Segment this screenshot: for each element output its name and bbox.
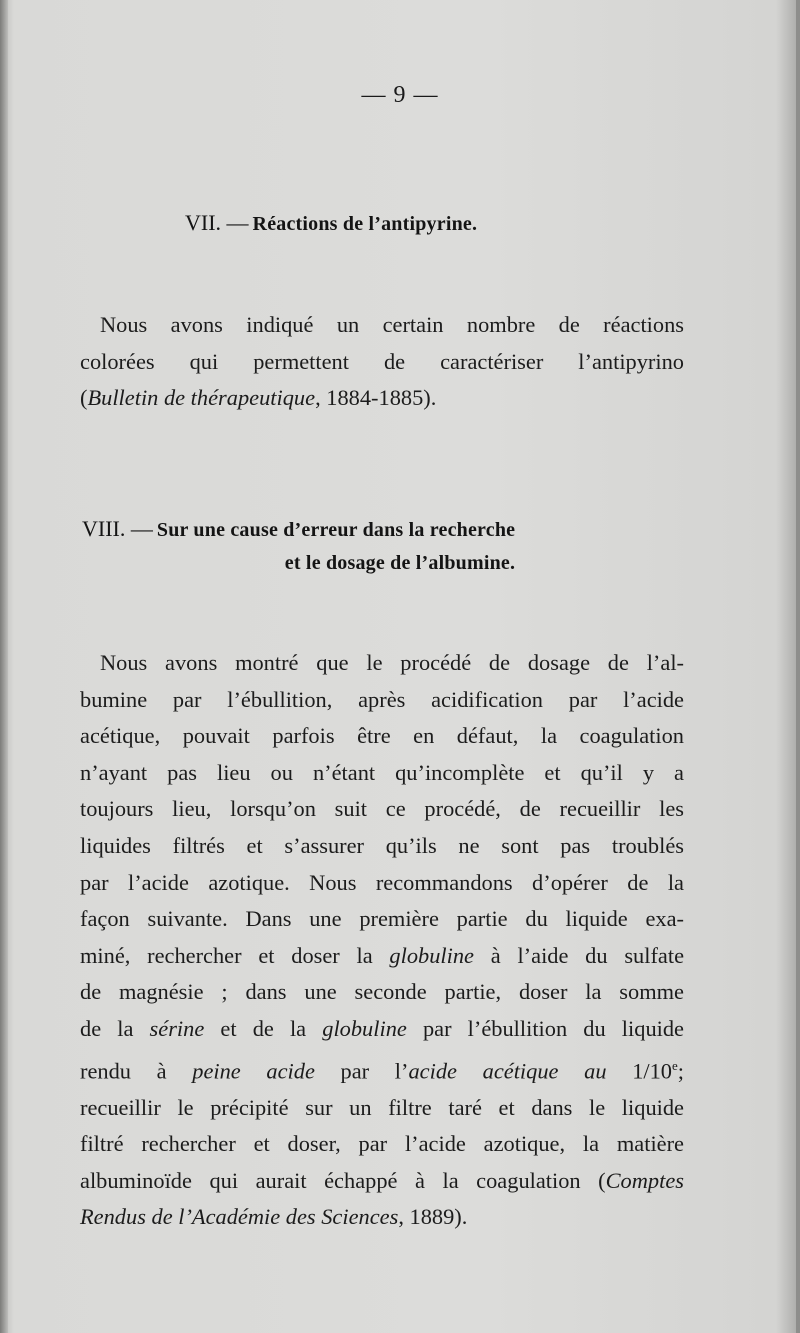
paragraph-viii: [80, 645, 684, 1236]
page-number: — 9 —: [361, 82, 439, 108]
italic-text: Bulletin de thérapeutique: [87, 385, 316, 411]
section-heading-viii-continued: [0, 552, 800, 575]
text-run: par l’ébullition du liquide: [406, 1015, 684, 1041]
text-run: par l’acide azotique. Nous recommandons d’opérer de la: [80, 869, 684, 895]
text-run: n’ayant pas lieu ou n’étant qu’incomplète et qu’il y a: [80, 759, 684, 785]
text-run: , 1884-1885).: [315, 385, 437, 411]
text-run: 1/10: [606, 1058, 672, 1083]
text-line: [80, 865, 684, 902]
text-line: [80, 828, 684, 865]
text-line: [80, 901, 684, 938]
text-line: [80, 1126, 684, 1163]
text-line: [80, 1011, 684, 1048]
text-run: ;: [677, 1058, 685, 1083]
text-run: de magnésie ; dans une seconde partie, doser la somme: [80, 979, 684, 1005]
section-heading-vii: [185, 210, 477, 236]
superscript: e: [672, 1057, 678, 1073]
page-shadow-right: [796, 0, 800, 1333]
section-title: Réactions de l’antipyrine.: [252, 213, 478, 235]
italic-text: peine acide: [192, 1058, 315, 1083]
text-run: à l’aide du sulfate: [474, 942, 685, 968]
text-line: [80, 645, 684, 682]
text-run: par l’: [314, 1058, 409, 1083]
text-run: rendu à: [80, 1058, 193, 1083]
text-run: liquides filtrés et s’assurer qu’ils ne sont pas troublés: [80, 832, 684, 858]
italic-text: Rendus de l’Académie des Sciences: [80, 1204, 399, 1230]
text-run: acétique, pouvait parfois être en défaut, la coagulation: [80, 723, 684, 749]
text-line: [80, 682, 684, 719]
text-line: [80, 938, 684, 975]
text-run: de la: [80, 1015, 150, 1041]
text-run: et de la: [204, 1015, 323, 1041]
text-run: Nous avons montré que le procédé de dosage de l’al-: [100, 650, 684, 675]
text-line: [80, 755, 684, 792]
text-run: , 1889).: [398, 1204, 468, 1230]
italic-text: globuline: [389, 942, 474, 968]
text-run: filtré rechercher et doser, par l’acide azotique, la matière: [80, 1131, 684, 1157]
section-title: et le dosage de l’albumine.: [284, 552, 516, 574]
text-line: [80, 1048, 684, 1090]
text-run: (: [80, 385, 88, 411]
section-title: Sur une cause d’erreur dans la recherche: [156, 519, 516, 541]
text-line: [80, 974, 684, 1011]
italic-text: acide acétique au: [408, 1058, 607, 1083]
text-line: [80, 1199, 684, 1236]
italic-text: globuline: [322, 1015, 407, 1041]
text-run: bumine par l’ébullition, après acidification par l’acide: [80, 686, 684, 712]
text-line: [80, 791, 684, 828]
text-line: [80, 1090, 684, 1127]
text-run: albuminoïde qui aurait échappé à la coagulation (: [80, 1167, 606, 1193]
text-run: toujours lieu, lorsqu’on suit ce procédé, de recueillir les: [80, 796, 684, 822]
text-run: colorées qui permettent de caractériser l’antipyrino: [80, 348, 684, 374]
italic-text: Comptes: [605, 1167, 684, 1193]
page-shadow-left: [0, 0, 8, 1333]
text-run: Nous avons indiqué un certain nombre de réactions: [100, 312, 684, 337]
text-line: [80, 380, 684, 417]
text-line: [80, 307, 684, 344]
paragraph-vii: [80, 307, 684, 417]
italic-text: sérine: [149, 1015, 205, 1041]
text-run: façon suivante. Dans une première partie du liquide exa-: [80, 906, 684, 932]
text-line: [80, 718, 684, 755]
text-line: [80, 344, 684, 381]
text-run: miné, rechercher et doser la: [80, 942, 390, 968]
section-number: VII. —: [185, 210, 249, 235]
text-line: [80, 1163, 684, 1200]
section-number: VIII. —: [82, 516, 153, 541]
section-heading-viii: [82, 516, 515, 542]
text-run: recueillir le précipité sur un filtre taré et dans le liquide: [80, 1094, 684, 1120]
